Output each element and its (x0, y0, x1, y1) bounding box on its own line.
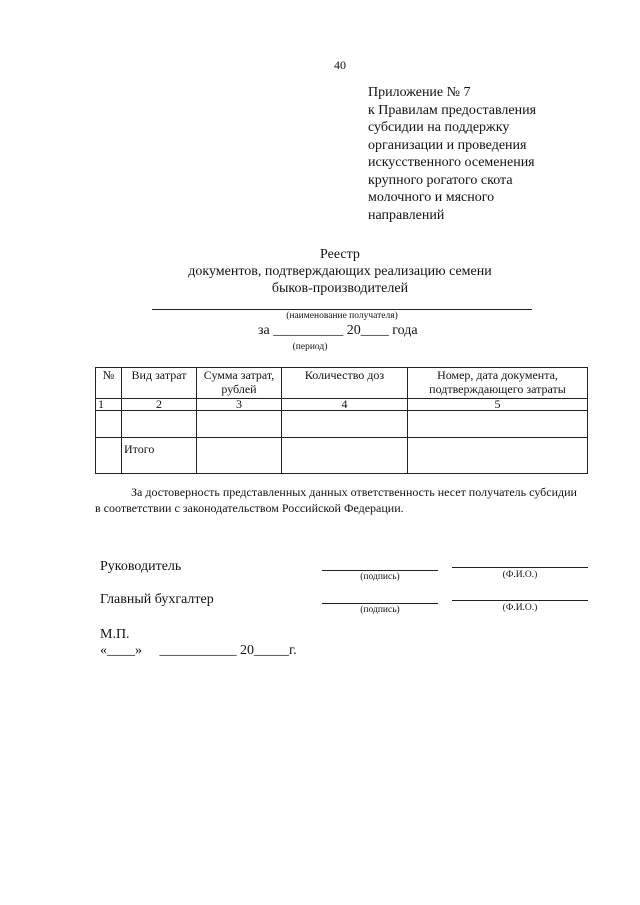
period-year-word: года (392, 323, 418, 338)
title-line: быков-производителей (271, 281, 409, 296)
annex-line: искусственного осеменения (368, 155, 535, 170)
document-title (120, 246, 560, 297)
annex-line: к Правилам предоставления (368, 102, 537, 118)
note-line: За достоверность представленных данных ответственность несет получатель субсидии (131, 485, 577, 499)
head-name-line[interactable] (452, 567, 588, 568)
table-cell[interactable] (122, 411, 197, 438)
date-month[interactable]: ___________ (159, 643, 237, 658)
column-number: 2 (122, 399, 197, 411)
total-label: Итого (122, 438, 197, 474)
accountant-signature-line[interactable] (322, 603, 438, 604)
accountant-name-caption: (Ф.И.О.) (502, 603, 538, 613)
annex-line: организации и проведения (368, 137, 527, 153)
table-row (96, 411, 588, 438)
header-cell: № (96, 368, 122, 399)
table-total-row (96, 438, 588, 474)
header-cell: Сумма затрат, рублей (197, 368, 282, 399)
table-cell[interactable] (96, 411, 122, 438)
annex-line: крупного рогатого скота (368, 172, 513, 188)
header-cell: Номер, дата документа, подтверждающего затраты (408, 368, 588, 399)
table-cell[interactable] (197, 438, 282, 474)
header-cell: Вид затрат (122, 368, 197, 399)
accountant-label: Главный бухгалтер (100, 592, 214, 607)
head-signature-caption: (подпись) (360, 572, 400, 582)
table-cell[interactable] (282, 411, 408, 438)
annex-block (368, 84, 608, 224)
annex-line: субсидии на поддержку (368, 120, 510, 135)
responsibility-note (95, 484, 595, 516)
recipient-name-line (152, 309, 532, 310)
note-line: в соответствии с законодательством Российской Федерации. (95, 501, 404, 515)
head-name-caption: (Ф.И.О.) (502, 570, 538, 580)
annex-line: молочного и мясного (368, 190, 495, 205)
column-number: 1 (96, 399, 122, 411)
table-number-row (96, 399, 588, 411)
register-table (95, 367, 588, 474)
head-label: Руководитель (100, 559, 182, 574)
annex-line: направлений (368, 207, 445, 223)
annex-line: Приложение № 7 (368, 85, 471, 100)
table-cell[interactable] (197, 411, 282, 438)
page-number: 40 (334, 58, 346, 72)
period-za: за (258, 323, 270, 338)
table-header-row (96, 368, 588, 399)
date-line (100, 643, 297, 659)
accountant-signature-caption: (подпись) (360, 605, 400, 615)
table-cell[interactable] (282, 438, 408, 474)
date-day[interactable]: «____» (100, 643, 142, 658)
recipient-caption: (наименование получателя) (286, 311, 398, 321)
column-number: 5 (408, 399, 588, 411)
period-year: 20____ (346, 323, 389, 338)
table-cell[interactable] (408, 411, 588, 438)
column-number: 3 (197, 399, 282, 411)
period-blank: __________ (273, 323, 344, 338)
stamp-place: М.П. (100, 627, 130, 642)
column-number: 4 (282, 399, 408, 411)
period-line (258, 323, 418, 339)
period-caption: (период) (292, 342, 328, 352)
head-signature-line[interactable] (322, 570, 438, 571)
title-line: документов, подтверждающих реализацию семени (188, 264, 492, 279)
date-year[interactable]: 20_____г. (240, 643, 297, 658)
accountant-name-line[interactable] (452, 600, 588, 601)
title-line: Реестр (320, 247, 360, 262)
header-cell: Количество доз (282, 368, 408, 399)
table-cell (96, 438, 122, 474)
table-cell[interactable] (408, 438, 588, 474)
